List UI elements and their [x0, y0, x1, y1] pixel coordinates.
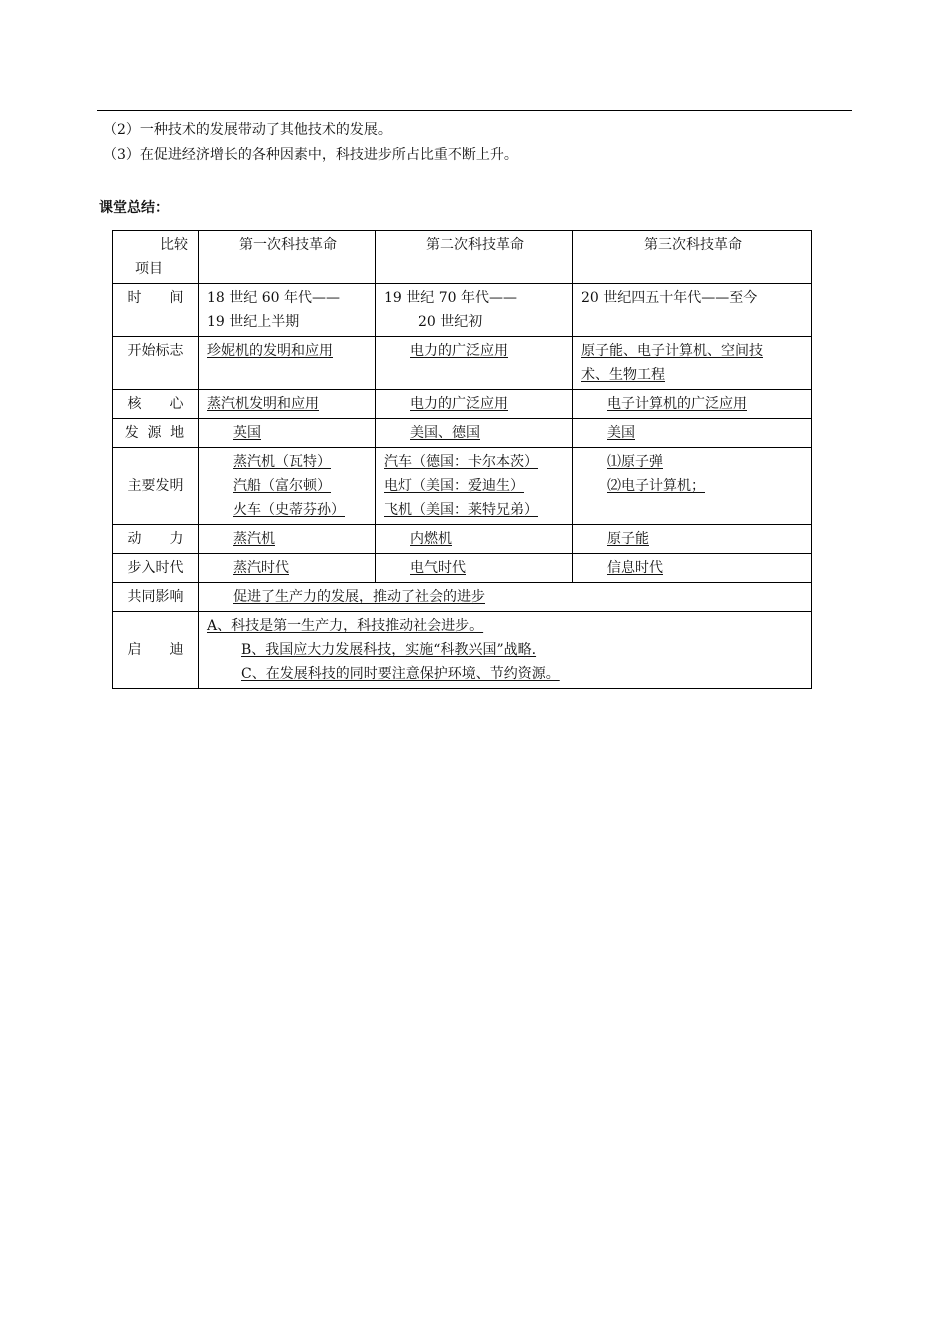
table-row [113, 284, 812, 337]
invention-2-b: 电灯（美国：爱迪生） [384, 478, 524, 494]
cell-inventions-1 [199, 448, 376, 525]
row-label-core: 核 心 [113, 390, 199, 419]
era-2-text: 电气时代 [410, 560, 466, 576]
invention-2-c: 飞机（美国：莱特兄弟） [384, 502, 538, 518]
cell-era-3 [573, 554, 812, 583]
cell-core-3 [573, 390, 812, 419]
row-label-power: 动 力 [113, 525, 199, 554]
invention-3-a: ⑴原子弹 [607, 454, 663, 470]
era-3-text: 信息时代 [607, 560, 663, 576]
cell-power-3 [573, 525, 812, 554]
insight-b: B、我国应大力发展科技，实施“科教兴国”战略. [241, 642, 537, 658]
intro-line-3: （3）在促进经济增长的各种因素中，科技进步所占比重不断上升。 [103, 147, 518, 163]
insight-a: A、科技是第一生产力，科技推动社会进步。 [207, 618, 484, 634]
origin-2-text: 美国、德国 [410, 425, 480, 441]
row-label-insight: 启 迪 [113, 612, 199, 689]
start-1-text: 珍妮机的发明和应用 [207, 343, 333, 359]
insight-c: C、在发展科技的同时要注意保护环境、节约资源。 [241, 666, 560, 682]
cell-power-1 [199, 525, 376, 554]
table-row [113, 554, 812, 583]
table-row [113, 419, 812, 448]
header-first: 第一次科技革命 [199, 231, 376, 284]
impact-text: 促进了生产力的发展，推动了社会的进步 [233, 589, 485, 605]
start-3-text-b: 术、生物工程 [581, 367, 665, 383]
start-2-text: 电力的广泛应用 [410, 343, 508, 359]
invention-1-b: 汽船（富尔顿） [233, 478, 331, 494]
cell-origin-1 [199, 419, 376, 448]
cell-power-2 [376, 525, 573, 554]
cell-insight [199, 612, 812, 689]
summary-title: 课堂总结： [99, 200, 169, 216]
start-3-text-a: 原子能、电子计算机、空间技 [581, 343, 763, 359]
table-row [113, 337, 812, 390]
cell-core-2 [376, 390, 573, 419]
cell-inventions-2 [376, 448, 573, 525]
core-3-text: 电子计算机的广泛应用 [607, 396, 747, 412]
row-label-impact: 共同影响 [113, 583, 199, 612]
corner-cell [113, 231, 199, 284]
row-label-origin: 发 源 地 [113, 419, 199, 448]
cell-time-3: 20 世纪四五十年代——至今 [573, 284, 812, 337]
header-second: 第二次科技革命 [376, 231, 573, 284]
invention-1-c: 火车（史蒂芬孙） [233, 502, 345, 518]
cell-time-1 [199, 284, 376, 337]
cell-origin-3 [573, 419, 812, 448]
corner-bottom: 项目 [135, 261, 163, 277]
invention-3-b: ⑵电子计算机； [607, 478, 705, 494]
header-third: 第三次科技革命 [573, 231, 812, 284]
cell-start-2 [376, 337, 573, 390]
origin-3-text: 美国 [607, 425, 635, 441]
table-row [113, 448, 812, 525]
cell-time-2 [376, 284, 573, 337]
cell-start-1 [199, 337, 376, 390]
power-1-text: 蒸汽机 [233, 531, 275, 547]
cell-start-3 [573, 337, 812, 390]
power-2-text: 内燃机 [410, 531, 452, 547]
header-rule [97, 110, 852, 111]
era-1-text: 蒸汽时代 [233, 560, 289, 576]
table-row [113, 525, 812, 554]
row-label-era: 步入时代 [113, 554, 199, 583]
origin-1-text: 英国 [233, 425, 261, 441]
core-2-text: 电力的广泛应用 [410, 396, 508, 412]
cell-impact [199, 583, 812, 612]
row-label-time: 时 间 [113, 284, 199, 337]
cell-core-1 [199, 390, 376, 419]
cell-inventions-3 [573, 448, 812, 525]
time-2-start: 19 世纪 70 年代—— [384, 290, 517, 306]
table-header-row [113, 231, 812, 284]
invention-2-a: 汽车（德国：卡尔本茨） [384, 454, 538, 470]
cell-origin-2 [376, 419, 573, 448]
comparison-table [112, 230, 812, 689]
time-1-end: 19 世纪上半期 [207, 314, 300, 330]
time-1-start: 18 世纪 60 年代—— [207, 290, 340, 306]
table-row [113, 583, 812, 612]
table-row [113, 612, 812, 689]
invention-1-a: 蒸汽机（瓦特） [233, 454, 331, 470]
corner-top: 比较 [160, 237, 188, 253]
row-label-inventions: 主要发明 [113, 448, 199, 525]
core-1-text: 蒸汽机发明和应用 [207, 396, 319, 412]
intro-line-2: （2）一种技术的发展带动了其他技术的发展。 [103, 122, 392, 138]
time-2-end: 20 世纪初 [418, 314, 483, 330]
table-row [113, 390, 812, 419]
power-3-text: 原子能 [607, 531, 649, 547]
cell-era-2 [376, 554, 573, 583]
cell-era-1 [199, 554, 376, 583]
row-label-start: 开始标志 [113, 337, 199, 390]
